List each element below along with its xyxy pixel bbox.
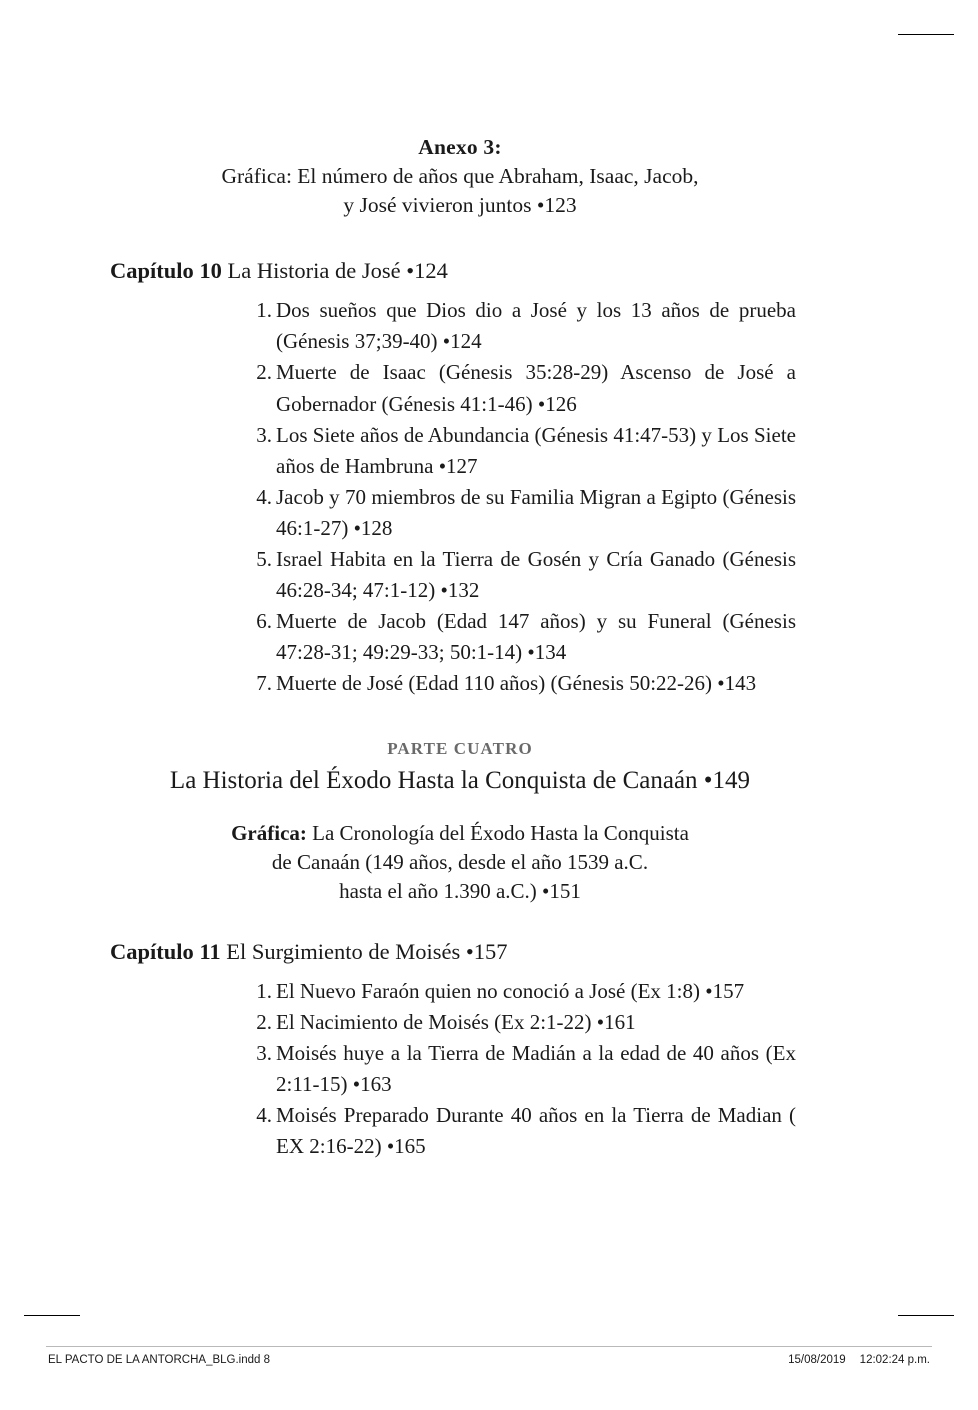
- chapter-11-title: El Surgimiento de Moisés •157: [226, 938, 508, 964]
- list-item: [248, 1100, 796, 1162]
- grafica-line-1: [110, 819, 810, 848]
- footer-filename: EL PACTO DE LA ANTORCHA_BLG.indd 8: [48, 1354, 271, 1366]
- list-item-label: Jacob y 70 miembros de su Familia Migran a Egipto (Génesis 46:1-27) •128: [276, 484, 796, 540]
- list-item-number: 3.: [256, 1041, 272, 1066]
- part-title: La Historia del Éxodo Hasta la Conquista de Canaán •149: [169, 767, 751, 795]
- list-item-label: Muerte de José (Edad 110 años) (Génesis 50:22-26) •143: [276, 671, 757, 696]
- list-item: [248, 295, 796, 357]
- anexo-entry: [110, 133, 810, 220]
- list-item-number: 4.: [256, 484, 272, 509]
- list-item: [248, 976, 796, 1007]
- chapter-10-label: Capítulo 10: [110, 258, 222, 284]
- grafica-entry: [110, 819, 810, 907]
- list-item-label: El Nuevo Faraón quien no conoció a José (Ex 1:8) •157: [276, 978, 745, 1003]
- list-item: [248, 357, 796, 419]
- list-item-label: El Nacimiento de Moisés (Ex 2:1-22) •161: [276, 1010, 636, 1035]
- grafica-line-2: de Canaán (149 años, desde el año 1539 a.C.: [271, 849, 649, 874]
- footer-divider: [46, 1346, 932, 1347]
- chapter-10-title: La Historia de José •124: [227, 258, 448, 284]
- footer-date: 15/08/2019: [788, 1354, 846, 1366]
- list-item-number: 4.: [256, 1103, 272, 1128]
- list-item-number: 2.: [256, 360, 272, 385]
- list-item-label: Israel Habita en la Tierra de Gosén y Cría Ganado (Génesis 46:28-34; 47:1-12) •132: [276, 546, 796, 602]
- anexo-title: Anexo 3:: [418, 135, 502, 159]
- footer-timestamp: [788, 1354, 930, 1366]
- list-item-number: 7.: [256, 671, 272, 696]
- page-footer: [0, 1346, 978, 1376]
- list-item-label: Muerte de Isaac (Génesis 35:28-29) Ascenso de José a Gobernador (Génesis 41:1-46) •126: [276, 360, 796, 416]
- list-item-number: 2.: [256, 1010, 272, 1035]
- list-item-label: Dos sueños que Dios dio a José y los 13 años de prueba (Génesis 37;39-40) •124: [276, 298, 796, 354]
- chapter-heading-11: [110, 937, 810, 966]
- anexo-line-1: Gráfica: El número de años que Abraham, Isaac, Jacob,: [221, 164, 699, 189]
- chapter-heading-10: [110, 256, 810, 285]
- crop-mark-top-right-icon: [898, 34, 954, 35]
- crop-mark-bottom-right-icon: [898, 1315, 954, 1316]
- list-item: [248, 420, 796, 482]
- footer-time: 12:02:24 p.m.: [859, 1354, 930, 1366]
- list-item-number: 1.: [256, 978, 272, 1003]
- list-item-label: Los Siete años de Abundancia (Génesis 41:47-53) y Los Siete años de Hambruna •127: [276, 422, 796, 478]
- crop-mark-bottom-left-icon: [24, 1315, 80, 1316]
- list-item: [248, 544, 796, 606]
- part-kicker: PARTE CUATRO: [387, 739, 533, 759]
- part-divider: [110, 739, 810, 796]
- grafica-line-3: hasta el año 1.390 a.C.) •151: [339, 879, 581, 904]
- list-item: [248, 482, 796, 544]
- list-item-number: 3.: [256, 422, 272, 447]
- list-item: [248, 668, 796, 699]
- list-item-number: 1.: [256, 298, 272, 323]
- grafica-label: Gráfica:: [231, 820, 307, 845]
- chapter-11-label: Capítulo 11: [110, 938, 221, 964]
- spacer: [110, 907, 810, 937]
- list-item-number: 6.: [256, 609, 272, 634]
- list-item-label: Muerte de Jacob (Edad 147 años) y su Funeral (Génesis 47:28-31; 49:29-33; 50:1-14) •134: [276, 609, 796, 665]
- list-item-label: Moisés huye a la Tierra de Madián a la edad de 40 años (Ex 2:11-15) •163: [276, 1041, 796, 1097]
- chapter-10-section-list: [110, 295, 810, 699]
- list-item: [248, 1038, 796, 1100]
- grafica-line-1-rest: La Cronología del Éxodo Hasta la Conquista: [306, 820, 689, 845]
- list-item-label: Moisés Preparado Durante 40 años en la Tierra de Madian ( EX 2:16-22) •165: [276, 1103, 796, 1159]
- list-item: [248, 606, 796, 668]
- anexo-line-2: y José vivieron juntos •123: [343, 193, 577, 218]
- list-item: [248, 1007, 796, 1038]
- list-item-number: 5.: [256, 546, 272, 571]
- chapter-11-section-list: [110, 976, 810, 1162]
- toc-content: [110, 133, 810, 1162]
